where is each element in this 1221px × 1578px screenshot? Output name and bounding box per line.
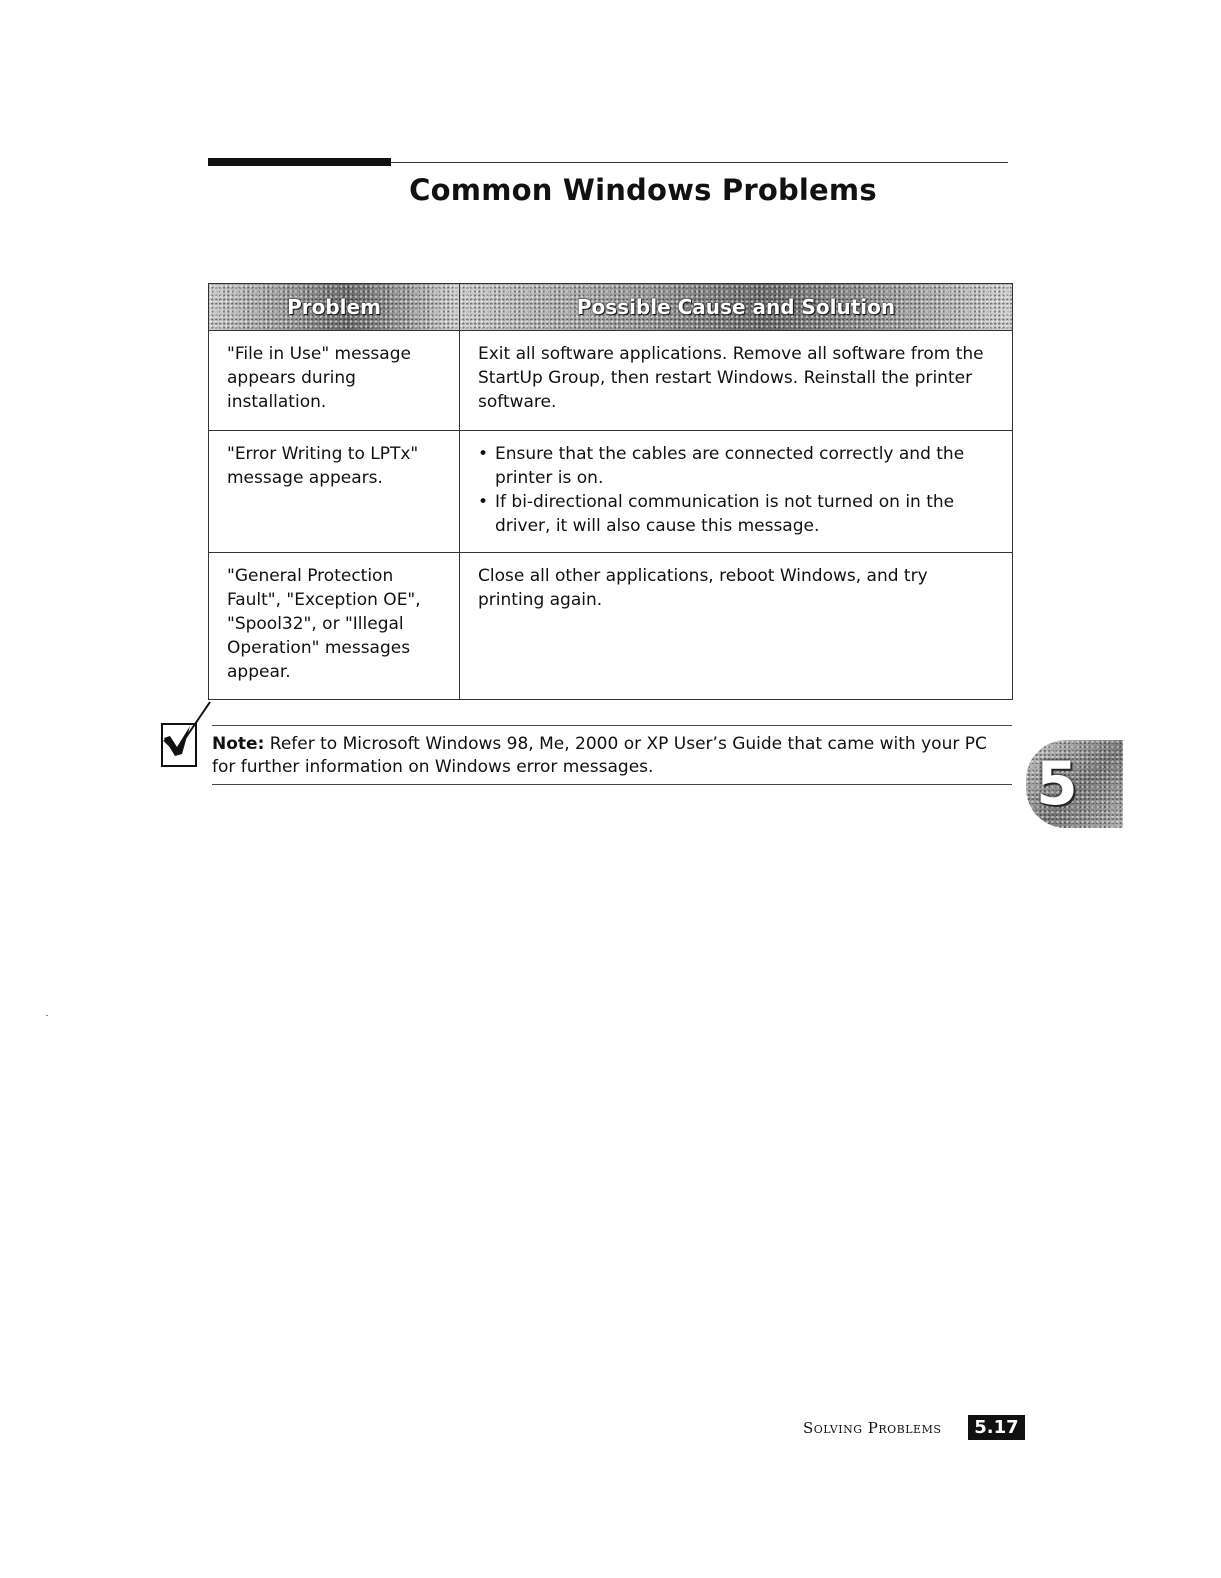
- solution-bullet: • If bi-directional communication is not turned on in the driver, it will also cause this message.: [478, 490, 996, 538]
- problem-cell: "File in Use" message appears during installation.: [209, 331, 460, 431]
- solution-bullet: • Ensure that the cables are connected correctly and the printer is on.: [478, 442, 996, 490]
- scan-mark: [46, 1015, 48, 1016]
- problem-cell: "General Protection Fault", "Exception OE", "Spool32", or "Illegal Operation" messages appear.: [209, 553, 460, 700]
- table-row: [209, 331, 1013, 431]
- solution-cell: Exit all software applications. Remove all software from the StartUp Group, then restart Windows. Reinstall the printer software.: [460, 331, 1013, 431]
- table-row: [209, 431, 1013, 553]
- page-number: 5.17: [968, 1415, 1025, 1440]
- header-problem: Problem: [209, 284, 460, 331]
- problem-cell: "Error Writing to LPTx" message appears.: [209, 431, 460, 553]
- note-label: Note:: [212, 734, 265, 754]
- header-solution: Possible Cause and Solution: [460, 284, 1013, 331]
- title-rule-thin: [391, 162, 1008, 163]
- note-rule-bottom: [212, 784, 1012, 785]
- solution-cell: Close all other applications, reboot Windows, and try printing again.: [460, 553, 1013, 700]
- chapter-tab: 5: [1026, 740, 1123, 828]
- solution-bullet-list: [478, 442, 996, 538]
- solution-cell: [460, 431, 1013, 553]
- table-row: [209, 553, 1013, 700]
- footer-section-title: Solving Problems: [803, 1419, 942, 1437]
- problems-table: [208, 283, 1013, 700]
- table-header-row: [209, 284, 1013, 331]
- checkmark-icon: [160, 700, 212, 770]
- page-title: Common Windows Problems: [409, 173, 877, 207]
- note: [212, 733, 1012, 779]
- note-text: Refer to Microsoft Windows 98, Me, 2000 or XP User’s Guide that came with your PC for further information on Windows error messages.: [212, 734, 987, 777]
- title-rule-thick: [208, 158, 391, 166]
- note-rule-top: [212, 725, 1012, 726]
